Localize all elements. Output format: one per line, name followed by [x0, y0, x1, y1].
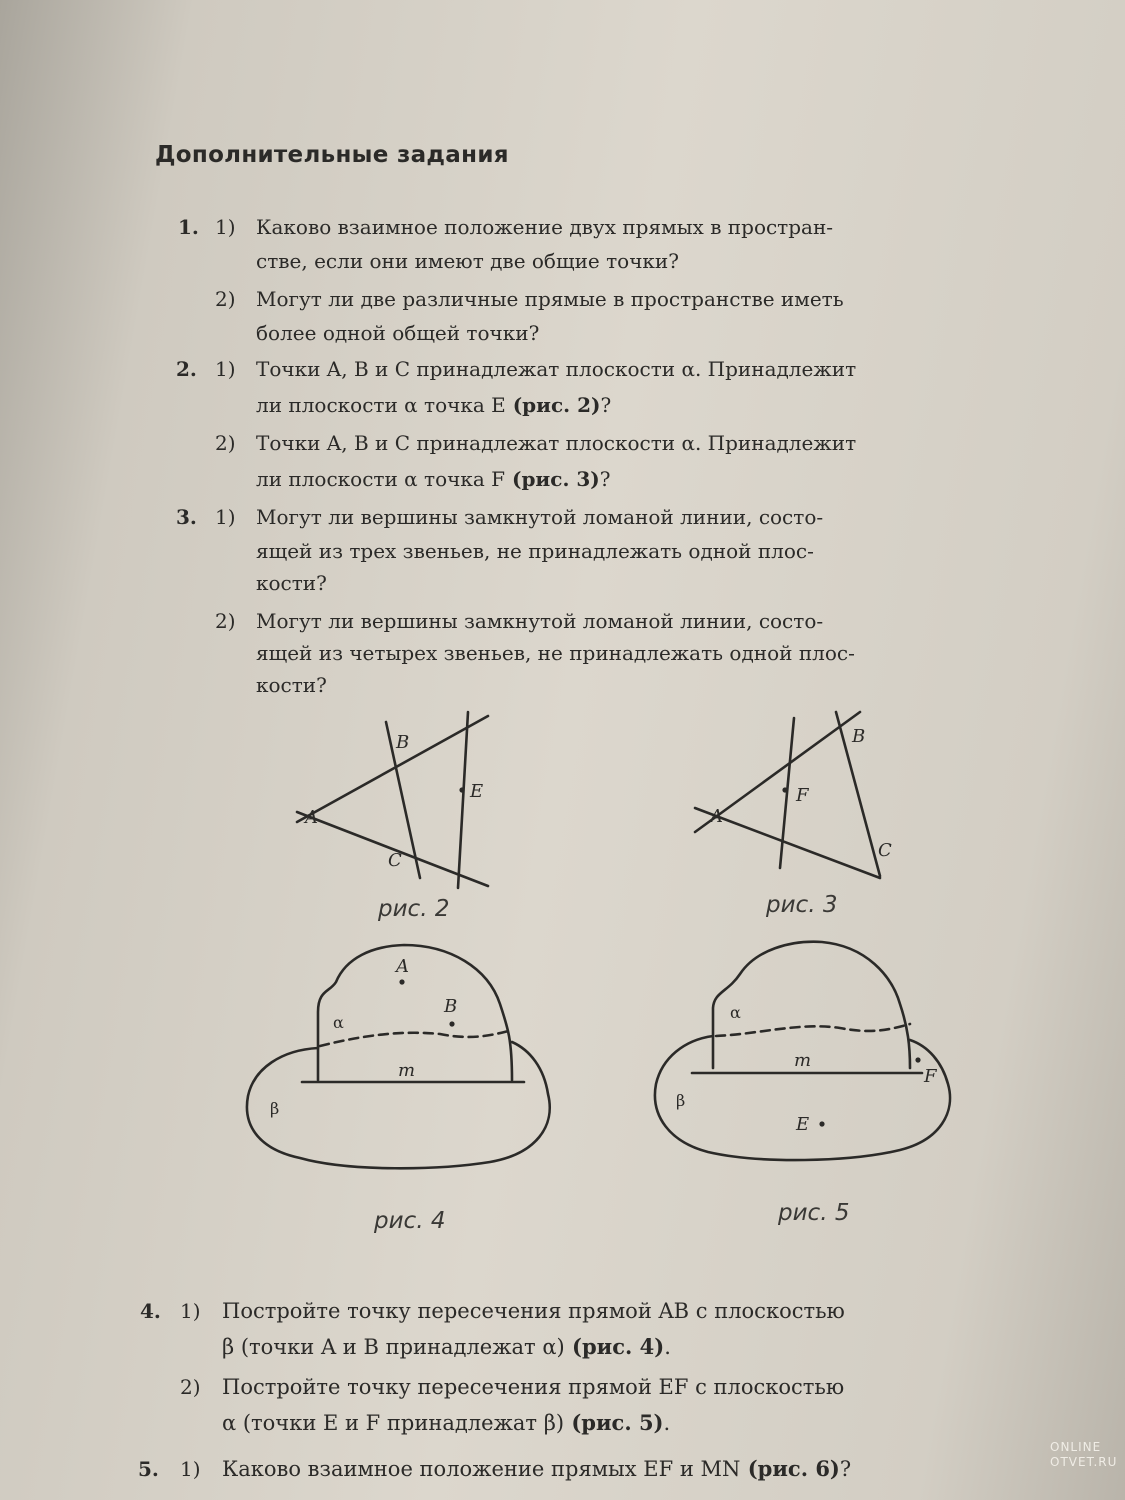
figure-ref: (рис. 5) — [564, 1410, 664, 1435]
point-e-fig2 — [459, 787, 464, 792]
label-c-fig2: C — [388, 850, 402, 871]
task-number-2: 2. — [176, 357, 197, 381]
dashed-line-fig4 — [320, 1030, 512, 1046]
punct: ? — [599, 467, 611, 491]
label-a-fig2: A — [305, 807, 318, 828]
task-5-part-1-line-1 — [222, 1452, 851, 1486]
task-4-part-1-line-1: Постройте точку пересечения прямой AB с плоскостью — [222, 1299, 845, 1323]
label-beta-fig4: β — [270, 1099, 280, 1118]
dashed-line-fig5 — [716, 1024, 910, 1036]
task-2-part-2-label: 2) — [215, 431, 236, 455]
figure-4-drawing — [247, 945, 550, 1168]
task-3-part-1-label: 1) — [215, 505, 236, 529]
task-1-part-2-label: 2) — [215, 287, 236, 311]
task-3-part-2-line-1: Могут ли вершины замкнутой ломаной линии, состо- — [256, 609, 824, 633]
task-3-part-1-line-2: ящей из трех звеньев, не принадлежать одной плос- — [256, 539, 814, 563]
task-4-part-1-label: 1) — [180, 1299, 201, 1323]
label-alpha-fig4: α — [333, 1013, 344, 1032]
label-alpha-fig5: α — [730, 1003, 741, 1022]
label-m-fig5: m — [794, 1050, 812, 1071]
task-number-3: 3. — [176, 505, 197, 529]
point-a-fig4 — [399, 979, 404, 984]
figure-ref: (рис. 4) — [564, 1334, 665, 1359]
label-e-fig2: E — [470, 781, 484, 802]
label-a-fig3: A — [710, 806, 723, 827]
task-4-part-2-label: 2) — [180, 1375, 201, 1399]
task-number-4: 4. — [140, 1299, 161, 1323]
task-4-part-2-line-1: Постройте точку пересечения прямой EF с плоскостью — [222, 1375, 845, 1399]
task-1-part-1-line-2: стве, если они имеют две общие точки? — [256, 249, 679, 273]
caption-fig-5: рис. 5 — [778, 1200, 850, 1226]
task-2-part-2-line-1: Точки A, B и C принадлежат плоскости α. Принадлежит — [256, 431, 857, 455]
task-4-part-2-line-2 — [222, 1406, 670, 1440]
task-number-5: 5. — [138, 1457, 159, 1481]
punct: . — [663, 1411, 671, 1435]
point-b-fig4 — [449, 1021, 454, 1026]
label-f-fig5: F — [924, 1066, 937, 1087]
label-b-fig4: B — [444, 996, 458, 1017]
task-number-1: 1. — [178, 215, 199, 239]
label-c-fig3: C — [878, 840, 892, 861]
task-4-part-1-line-2 — [222, 1330, 671, 1364]
line-e-fig2 — [458, 712, 468, 888]
watermark-line-2: OTVET.RU — [1050, 1455, 1118, 1469]
task-3-part-2-line-3: кости? — [256, 673, 327, 697]
label-b-fig2: B — [396, 732, 410, 753]
figure-ref: (рис. 2) — [505, 393, 601, 417]
label-m-fig4: m — [398, 1060, 416, 1081]
point-f-fig5 — [915, 1057, 920, 1062]
task-2-part-1-label: 1) — [215, 357, 236, 381]
punct: ? — [600, 393, 612, 417]
task-1-part-2-line-2: более одной общей точки? — [256, 321, 540, 345]
caption-fig-4: рис. 4 — [374, 1208, 446, 1234]
label-b-fig3: B — [852, 726, 866, 747]
task-2-part-1-line-1: Точки A, B и C принадлежат плоскости α. Принадлежит — [256, 357, 857, 381]
figure-ref: (рис. 6) — [740, 1456, 840, 1481]
line-ab-fig2 — [297, 716, 488, 822]
caption-fig-2: рис. 2 — [378, 896, 450, 922]
caption-fig-3: рис. 3 — [766, 892, 838, 918]
task-3-part-1-line-1: Могут ли вершины замкнутой ломаной линии, состо- — [256, 505, 824, 529]
task-1-part-1-label: 1) — [215, 215, 236, 239]
punct: . — [664, 1335, 671, 1359]
label-e-fig5: E — [796, 1114, 810, 1135]
task-5-part-1-label: 1) — [180, 1457, 201, 1481]
text: ли плоскости α точка E — [256, 393, 506, 417]
section-title: Дополнительные задания — [155, 142, 509, 168]
text: ли плоскости α точка F — [256, 467, 506, 491]
punct: ? — [839, 1457, 852, 1481]
text: β (точки A и B принадлежат α) — [222, 1335, 565, 1359]
text: Каково взаимное положение прямых EF и MN — [222, 1457, 741, 1481]
site-watermark — [1050, 1440, 1117, 1470]
label-a-fig4: A — [396, 956, 409, 977]
point-f-fig3 — [782, 787, 787, 792]
task-3-part-1-line-3: кости? — [256, 571, 327, 595]
watermark-line-1: ONLINE — [1050, 1440, 1102, 1454]
point-e-fig5 — [819, 1121, 824, 1126]
task-1-part-2-line-1: Могут ли две различные прямые в пространстве иметь — [256, 287, 844, 311]
task-3-part-2-label: 2) — [215, 609, 236, 633]
label-f-fig3: F — [796, 785, 809, 806]
task-3-part-2-line-2: ящей из четырех звеньев, не принадлежать одной плос- — [256, 641, 855, 665]
task-1-part-1-line-1: Каково взаимное положение двух прямых в простран- — [256, 215, 834, 239]
label-beta-fig5: β — [676, 1091, 686, 1110]
text: α (точки E и F принадлежат β) — [222, 1411, 565, 1435]
plane-alpha-fig5 — [713, 942, 910, 1068]
figure-ref: (рис. 3) — [505, 467, 600, 491]
